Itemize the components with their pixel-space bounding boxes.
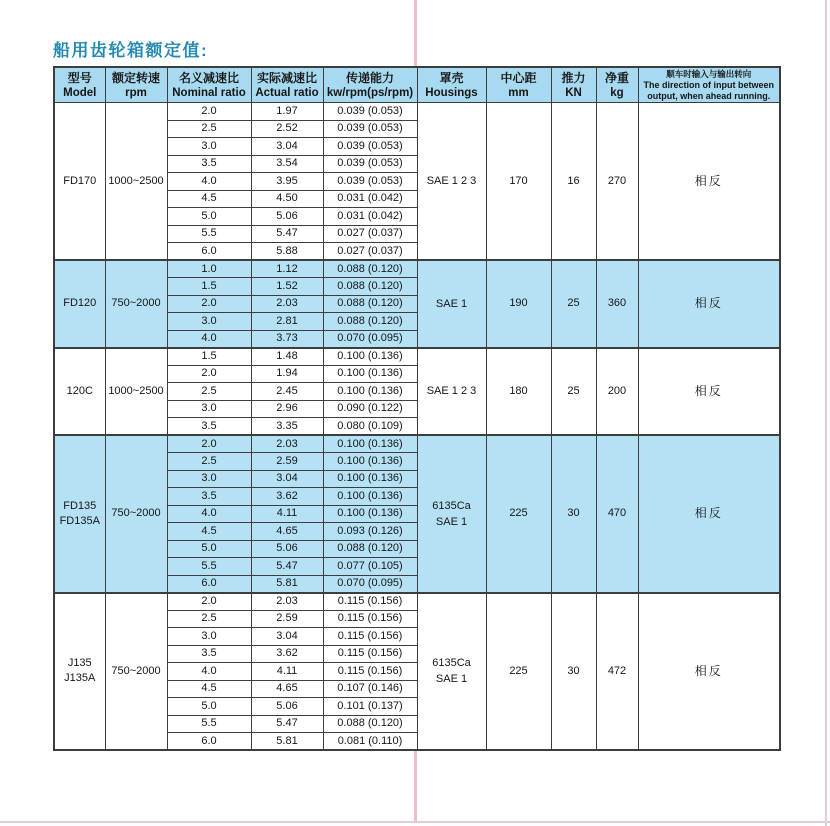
capacity-cell: 0.039 (0.053) <box>323 138 417 156</box>
capacity-cell: 0.100 (0.136) <box>323 365 417 383</box>
page-title: 船用齿轮箱额定值: <box>53 41 209 60</box>
column-header-en: Housings <box>425 86 478 99</box>
nominal-ratio-cell: 6.0 <box>167 243 251 261</box>
rated-speed-cell: 750~2000 <box>105 593 167 751</box>
center-distance-cell: 225 <box>486 593 551 751</box>
capacity-cell: 0.115 (0.156) <box>323 610 417 628</box>
column-header-en: rpm <box>125 86 147 99</box>
actual-ratio-cell: 2.03 <box>251 435 323 453</box>
actual-ratio-cell: 5.06 <box>251 698 323 716</box>
cell-line: J135 <box>67 657 92 670</box>
table-row <box>54 435 780 453</box>
nominal-ratio-cell: 2.0 <box>167 435 251 453</box>
housings-cell: SAE 1 2 3 <box>417 348 486 436</box>
actual-ratio-cell: 5.06 <box>251 208 323 226</box>
actual-ratio-cell: 2.03 <box>251 593 323 611</box>
actual-ratio-cell: 5.88 <box>251 243 323 261</box>
column-header-capacity <box>323 67 417 103</box>
column-header-thrust <box>551 67 596 103</box>
actual-ratio-cell: 5.81 <box>251 575 323 593</box>
table-row <box>54 260 780 278</box>
capacity-cell: 0.100 (0.136) <box>323 348 417 366</box>
direction-cell: 相反 <box>638 103 780 261</box>
cell-line: SAE 1 <box>435 515 468 528</box>
table-row <box>54 593 780 611</box>
model-cell: 120C <box>54 348 105 436</box>
capacity-cell: 0.088 (0.120) <box>323 278 417 296</box>
nominal-ratio-cell: 2.5 <box>167 383 251 401</box>
nominal-ratio-cell: 4.0 <box>167 505 251 523</box>
page-edge-mark-bottom <box>0 821 830 823</box>
nominal-ratio-cell: 3.0 <box>167 470 251 488</box>
center-distance-cell: 170 <box>486 103 551 261</box>
net-weight-cell: 470 <box>596 435 638 593</box>
actual-ratio-cell: 3.35 <box>251 418 323 436</box>
capacity-cell: 0.088 (0.120) <box>323 260 417 278</box>
actual-ratio-cell: 1.97 <box>251 103 323 121</box>
cell-line: 6135Ca <box>432 657 471 670</box>
column-header-en: kw/rpm(ps/rpm) <box>326 86 414 99</box>
column-header-en: KN <box>565 86 582 99</box>
actual-ratio-cell: 5.81 <box>251 733 323 751</box>
nominal-ratio-cell: 4.0 <box>167 173 251 191</box>
capacity-cell: 0.027 (0.037) <box>323 225 417 243</box>
nominal-ratio-cell: 1.5 <box>167 348 251 366</box>
actual-ratio-cell: 4.50 <box>251 190 323 208</box>
actual-ratio-cell: 2.45 <box>251 383 323 401</box>
cell-line: J135A <box>64 672 96 685</box>
column-header-actual-ratio <box>251 67 323 103</box>
direction-cell: 相反 <box>638 260 780 348</box>
housings-cell: SAE 1 <box>417 260 486 348</box>
nominal-ratio-cell: 2.0 <box>167 365 251 383</box>
rated-speed-cell: 1000~2500 <box>105 348 167 436</box>
column-header-zh: 型号 <box>67 70 92 85</box>
thrust-cell: 25 <box>551 348 596 436</box>
cell-line: FD135A <box>59 514 100 527</box>
nominal-ratio-cell: 1.0 <box>167 260 251 278</box>
capacity-cell: 0.115 (0.156) <box>323 628 417 646</box>
nominal-ratio-cell: 4.5 <box>167 523 251 541</box>
capacity-cell: 0.070 (0.095) <box>323 330 417 348</box>
nominal-ratio-cell: 6.0 <box>167 733 251 751</box>
nominal-ratio-cell: 2.0 <box>167 103 251 121</box>
actual-ratio-cell: 4.11 <box>251 663 323 681</box>
column-header-housings <box>417 67 486 103</box>
actual-ratio-cell: 2.03 <box>251 295 323 313</box>
column-header-direction <box>638 67 780 103</box>
capacity-cell: 0.115 (0.156) <box>323 663 417 681</box>
column-header-rpm <box>105 67 167 103</box>
actual-ratio-cell: 1.12 <box>251 260 323 278</box>
fold-mark-vertical-top <box>414 0 417 66</box>
actual-ratio-cell: 2.52 <box>251 120 323 138</box>
capacity-cell: 0.100 (0.136) <box>323 435 417 453</box>
capacity-cell: 0.081 (0.110) <box>323 733 417 751</box>
nominal-ratio-cell: 3.5 <box>167 155 251 173</box>
nominal-ratio-cell: 6.0 <box>167 575 251 593</box>
actual-ratio-cell: 4.11 <box>251 505 323 523</box>
capacity-cell: 0.080 (0.109) <box>323 418 417 436</box>
thrust-cell: 16 <box>551 103 596 261</box>
model-cell: FD120 <box>54 260 105 348</box>
actual-ratio-cell: 5.47 <box>251 715 323 733</box>
column-header-en: Actual ratio <box>255 86 319 99</box>
nominal-ratio-cell: 2.5 <box>167 610 251 628</box>
header-row <box>54 67 780 103</box>
gearbox-spec-table-wrap <box>53 66 781 751</box>
net-weight-cell: 472 <box>596 593 638 751</box>
nominal-ratio-cell: 2.5 <box>167 453 251 471</box>
column-header-en: The direction of input between output, when ahead running. <box>643 80 774 101</box>
column-header-zh: 顺车时输入与输出转向 <box>666 69 752 79</box>
capacity-cell: 0.100 (0.136) <box>323 505 417 523</box>
actual-ratio-cell: 4.65 <box>251 523 323 541</box>
actual-ratio-cell: 5.47 <box>251 558 323 576</box>
nominal-ratio-cell: 5.5 <box>167 715 251 733</box>
capacity-cell: 0.039 (0.053) <box>323 103 417 121</box>
capacity-cell: 0.077 (0.105) <box>323 558 417 576</box>
column-header-zh: 名义减速比 <box>178 70 239 85</box>
actual-ratio-cell: 3.04 <box>251 628 323 646</box>
column-header-zh: 额定转速 <box>111 70 160 85</box>
capacity-cell: 0.070 (0.095) <box>323 575 417 593</box>
capacity-cell: 0.100 (0.136) <box>323 470 417 488</box>
column-header-zh: 传递能力 <box>345 70 394 85</box>
nominal-ratio-cell: 1.5 <box>167 278 251 296</box>
capacity-cell: 0.031 (0.042) <box>323 208 417 226</box>
column-header-zh: 净重 <box>604 70 629 85</box>
gearbox-spec-table <box>53 66 781 751</box>
column-header-en: Model <box>63 86 97 99</box>
capacity-cell: 0.039 (0.053) <box>323 155 417 173</box>
net-weight-cell: 270 <box>596 103 638 261</box>
cell-line: FD135 <box>63 499 97 512</box>
nominal-ratio-cell: 2.0 <box>167 593 251 611</box>
capacity-cell: 0.031 (0.042) <box>323 190 417 208</box>
actual-ratio-cell: 3.04 <box>251 138 323 156</box>
nominal-ratio-cell: 3.0 <box>167 400 251 418</box>
table-body <box>54 103 780 751</box>
page-edge-mark-right <box>825 0 827 826</box>
column-header-zh: 实际减速比 <box>256 70 317 85</box>
column-header-model <box>54 67 105 103</box>
direction-cell: 相反 <box>638 593 780 751</box>
cell-line: 6135Ca <box>432 499 471 512</box>
nominal-ratio-cell: 5.5 <box>167 225 251 243</box>
housings-cell <box>417 593 486 751</box>
column-header-net-weight <box>596 67 638 103</box>
fold-mark-vertical-bottom <box>414 751 417 822</box>
center-distance-cell: 180 <box>486 348 551 436</box>
nominal-ratio-cell: 3.5 <box>167 645 251 663</box>
net-weight-cell: 200 <box>596 348 638 436</box>
nominal-ratio-cell: 5.0 <box>167 698 251 716</box>
actual-ratio-cell: 1.48 <box>251 348 323 366</box>
direction-cell: 相反 <box>638 348 780 436</box>
capacity-cell: 0.027 (0.037) <box>323 243 417 261</box>
capacity-cell: 0.115 (0.156) <box>323 593 417 611</box>
table-header <box>54 67 780 103</box>
actual-ratio-cell: 4.65 <box>251 680 323 698</box>
column-header-zh: 中心距 <box>500 70 537 85</box>
actual-ratio-cell: 5.06 <box>251 540 323 558</box>
net-weight-cell: 360 <box>596 260 638 348</box>
capacity-cell: 0.088 (0.120) <box>323 295 417 313</box>
capacity-cell: 0.100 (0.136) <box>323 488 417 506</box>
column-header-zh: 推力 <box>561 70 586 85</box>
actual-ratio-cell: 3.04 <box>251 470 323 488</box>
nominal-ratio-cell: 4.5 <box>167 680 251 698</box>
column-header-nominal-ratio <box>167 67 251 103</box>
center-distance-cell: 190 <box>486 260 551 348</box>
rated-speed-cell: 1000~2500 <box>105 103 167 261</box>
nominal-ratio-cell: 3.0 <box>167 138 251 156</box>
column-header-en: kg <box>610 86 624 99</box>
nominal-ratio-cell: 4.0 <box>167 663 251 681</box>
capacity-cell: 0.039 (0.053) <box>323 173 417 191</box>
model-cell: FD170 <box>54 103 105 261</box>
nominal-ratio-cell: 2.5 <box>167 120 251 138</box>
column-header-center-distance <box>486 67 551 103</box>
capacity-cell: 0.115 (0.156) <box>323 645 417 663</box>
actual-ratio-cell: 3.73 <box>251 330 323 348</box>
capacity-cell: 0.088 (0.120) <box>323 715 417 733</box>
actual-ratio-cell: 2.59 <box>251 453 323 471</box>
rated-speed-cell: 750~2000 <box>105 435 167 593</box>
actual-ratio-cell: 1.52 <box>251 278 323 296</box>
actual-ratio-cell: 3.62 <box>251 488 323 506</box>
rated-speed-cell: 750~2000 <box>105 260 167 348</box>
nominal-ratio-cell: 3.0 <box>167 628 251 646</box>
nominal-ratio-cell: 5.0 <box>167 540 251 558</box>
nominal-ratio-cell: 4.0 <box>167 330 251 348</box>
center-distance-cell: 225 <box>486 435 551 593</box>
capacity-cell: 0.107 (0.146) <box>323 680 417 698</box>
thrust-cell: 25 <box>551 260 596 348</box>
direction-cell: 相反 <box>638 435 780 593</box>
capacity-cell: 0.093 (0.126) <box>323 523 417 541</box>
table-row <box>54 348 780 366</box>
actual-ratio-cell: 3.62 <box>251 645 323 663</box>
capacity-cell: 0.101 (0.137) <box>323 698 417 716</box>
nominal-ratio-cell: 2.0 <box>167 295 251 313</box>
capacity-cell: 0.088 (0.120) <box>323 313 417 331</box>
nominal-ratio-cell: 4.5 <box>167 190 251 208</box>
actual-ratio-cell: 2.59 <box>251 610 323 628</box>
column-header-en: mm <box>508 86 529 99</box>
capacity-cell: 0.100 (0.136) <box>323 383 417 401</box>
nominal-ratio-cell: 3.5 <box>167 418 251 436</box>
actual-ratio-cell: 3.54 <box>251 155 323 173</box>
model-cell <box>54 593 105 751</box>
column-header-en: Nominal ratio <box>172 86 246 99</box>
nominal-ratio-cell: 3.0 <box>167 313 251 331</box>
column-header-zh: 罩壳 <box>439 70 464 85</box>
thrust-cell: 30 <box>551 435 596 593</box>
model-cell <box>54 435 105 593</box>
nominal-ratio-cell: 5.0 <box>167 208 251 226</box>
capacity-cell: 0.088 (0.120) <box>323 540 417 558</box>
thrust-cell: 30 <box>551 593 596 751</box>
actual-ratio-cell: 5.47 <box>251 225 323 243</box>
housings-cell: SAE 1 2 3 <box>417 103 486 261</box>
cell-line: SAE 1 <box>435 673 468 686</box>
capacity-cell: 0.100 (0.136) <box>323 453 417 471</box>
nominal-ratio-cell: 3.5 <box>167 488 251 506</box>
actual-ratio-cell: 2.96 <box>251 400 323 418</box>
nominal-ratio-cell: 5.5 <box>167 558 251 576</box>
table-row <box>54 103 780 121</box>
actual-ratio-cell: 3.95 <box>251 173 323 191</box>
actual-ratio-cell: 2.81 <box>251 313 323 331</box>
capacity-cell: 0.039 (0.053) <box>323 120 417 138</box>
capacity-cell: 0.090 (0.122) <box>323 400 417 418</box>
actual-ratio-cell: 1.94 <box>251 365 323 383</box>
housings-cell <box>417 435 486 593</box>
